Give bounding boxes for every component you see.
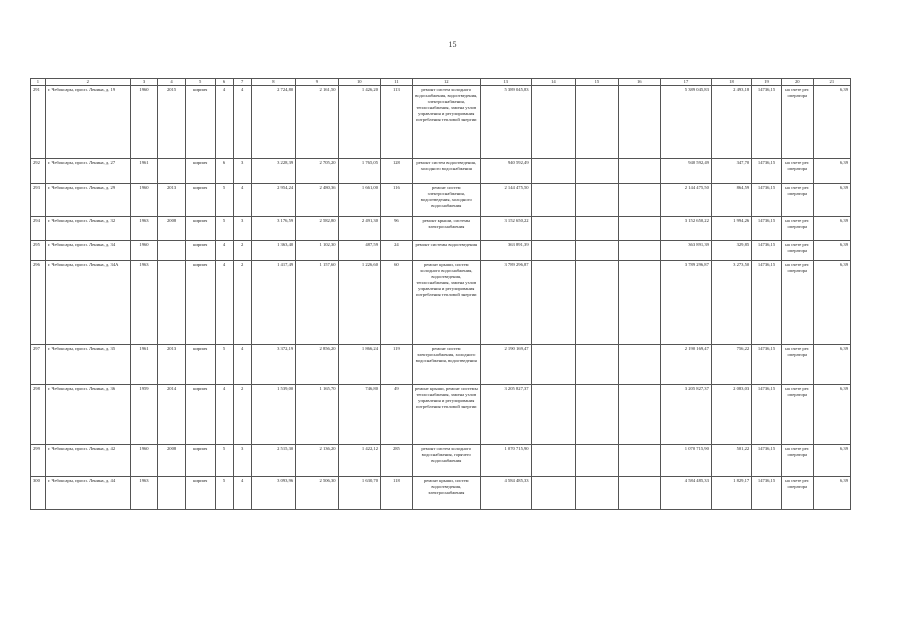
table-body [31,86,851,510]
cell-year-built: 1959 [130,385,158,445]
cell-owner-funds: 2 190 169,47 [661,345,712,385]
cell-period: 6,39 [813,184,850,217]
cell-entrances: 3 [233,445,251,477]
cell-entrances: 4 [233,86,251,159]
cell-repair-types: ремонт крыши, ремонт системы теплоснабжения, замена узлов управления и регулирования потребления тепловой энергии [412,385,480,445]
cell-year-repaired [158,241,186,261]
cell-repair-types: ремонт крыши, системы электроснабжения [412,217,480,241]
cell-max-unit-cost: 14736,15 [752,184,782,217]
cell-total-area: 2 515,30 [251,445,296,477]
cell-common-area: 1 630,70 [338,477,380,510]
cell-owner-funds: 3 205 827,37 [661,385,712,445]
cell-funding-method: на счете рег. оператора [781,345,813,385]
cell-address: г. Чебоксары, просп. Ленина, д. 32 [45,217,130,241]
cell-entrances: 2 [233,385,251,445]
cell-row-number: 294 [31,217,46,241]
cell-owner-funds: 363 891,39 [661,241,712,261]
cell-republic-funds [576,159,618,184]
cell-floors: 5 [215,445,233,477]
cell-residential-area: 2 582,80 [296,217,338,241]
cell-floors: 4 [215,261,233,345]
cell-unit-cost: 1 829,17 [711,477,751,510]
table-row [31,241,851,261]
cell-wall-material: кирпич [185,445,215,477]
cell-federal-funds [531,184,576,217]
cell-year-built: 1960 [130,241,158,261]
cell-wall-material: кирпич [185,385,215,445]
cell-wall-material: кирпич [185,261,215,345]
cell-entrances: 4 [233,345,251,385]
column-number: 10 [338,79,380,86]
cell-year-built: 1963 [130,261,158,345]
cell-wall-material: кирпич [185,241,215,261]
column-number: 17 [661,79,712,86]
cell-republic-funds [576,445,618,477]
column-number: 16 [618,79,660,86]
cell-residents: 113 [381,86,413,159]
cell-max-unit-cost: 14736,15 [752,241,782,261]
cell-year-repaired [158,261,186,345]
cell-max-unit-cost: 14736,15 [752,261,782,345]
cell-entrances: 2 [233,261,251,345]
cell-floors: 4 [215,241,233,261]
cell-common-area: 1 661,00 [338,184,380,217]
cell-owner-funds: 4 584 485,33 [661,477,712,510]
column-number: 20 [781,79,813,86]
cell-owner-funds: 1 070 715,90 [661,445,712,477]
cell-residential-area: 2 161,50 [296,86,338,159]
column-number: 11 [381,79,413,86]
cell-row-number: 299 [31,445,46,477]
column-number: 1 [31,79,46,86]
table-row [31,385,851,445]
cell-address: г. Чебоксары, просп. Ленина, д. 29 [45,184,130,217]
column-number: 6 [215,79,233,86]
cell-year-repaired: 2008 [158,445,186,477]
cell-period: 6,39 [813,217,850,241]
cell-row-number: 297 [31,345,46,385]
cell-owner-funds: 3 789 296,87 [661,261,712,345]
cell-entrances: 3 [233,217,251,241]
cell-common-area: 1 226,60 [338,261,380,345]
cell-address: г. Чебоксары, просп. Ленина, д. 34А [45,261,130,345]
cell-year-repaired: 2014 [158,385,186,445]
cell-federal-funds [531,477,576,510]
cell-residential-area: 2 136,20 [296,445,338,477]
cell-common-area: 746,80 [338,385,380,445]
cell-floors: 5 [215,477,233,510]
cell-funding-method: на счете рег. оператора [781,184,813,217]
cell-address: г. Чебоксары, просп. Ленина, д. 35 [45,345,130,385]
cell-total-area: 1 417,49 [251,261,296,345]
cell-year-built: 1963 [130,477,158,510]
cell-total-cost: 3 152 650,22 [480,217,531,241]
cell-federal-funds [531,261,576,345]
cell-residents: 96 [381,217,413,241]
cell-local-funds [618,184,660,217]
cell-local-funds [618,159,660,184]
cell-repair-types: ремонт системы водоотведения [412,241,480,261]
cell-max-unit-cost: 14736,15 [752,385,782,445]
cell-floors: 6 [215,159,233,184]
cell-year-repaired: 2015 [158,86,186,159]
cell-total-area: 3 176,59 [251,217,296,241]
cell-wall-material: кирпич [185,159,215,184]
cell-wall-material: кирпич [185,217,215,241]
cell-period: 6,39 [813,241,850,261]
cell-period: 6,39 [813,86,850,159]
cell-federal-funds [531,445,576,477]
cell-total-cost: 3 205 827,37 [480,385,531,445]
cell-row-number: 295 [31,241,46,261]
cell-year-built: 1960 [130,184,158,217]
cell-address: г. Чебоксары, просп. Ленина, д. 42 [45,445,130,477]
cell-funding-method: на счете рег. оператора [781,445,813,477]
cell-owner-funds: 2 144 475,50 [661,184,712,217]
cell-repair-types: ремонт крыши, систем холодного водоснабжения, водоотведения, теплоснабжения, замена узлов управления и регулирования потребления тепловой энергии [412,261,480,345]
cell-funding-method: на счете рег. оператора [781,86,813,159]
cell-federal-funds [531,385,576,445]
cell-year-built: 1963 [130,217,158,241]
cell-local-funds [618,445,660,477]
cell-residents: 118 [381,477,413,510]
cell-year-repaired [158,477,186,510]
cell-period: 6,39 [813,261,850,345]
cell-local-funds [618,217,660,241]
cell-republic-funds [576,86,618,159]
table-row [31,184,851,217]
cell-entrances: 4 [233,184,251,217]
cell-residents: 116 [381,184,413,217]
cell-repair-types: ремонт систем холодного водоснабжения, горячего водоснабжения [412,445,480,477]
column-number: 8 [251,79,296,86]
cell-entrances: 3 [233,159,251,184]
cell-floors: 5 [215,184,233,217]
cell-total-cost: 940 592,49 [480,159,531,184]
page-number: 15 [448,40,457,49]
cell-total-area: 1 363,40 [251,241,296,261]
cell-residents: 119 [381,345,413,385]
cell-year-built: 1961 [130,159,158,184]
cell-common-area: 1 426,20 [338,86,380,159]
cell-common-area: 1 422,12 [338,445,380,477]
table-row [31,86,851,159]
table-row [31,477,851,510]
cell-funding-method: на счете рег. оператора [781,261,813,345]
cell-residents: 49 [381,385,413,445]
cell-floors: 4 [215,86,233,159]
cell-max-unit-cost: 14736,15 [752,345,782,385]
cell-floors: 5 [215,217,233,241]
cell-funding-method: на счете рег. оператора [781,477,813,510]
cell-period: 6,39 [813,159,850,184]
cell-local-funds [618,86,660,159]
cell-owner-funds: 5 389 045,83 [661,86,712,159]
column-number: 21 [813,79,850,86]
cell-common-area: 1 765,05 [338,159,380,184]
cell-address: г. Чебоксары, просп. Ленина, д. 44 [45,477,130,510]
cell-unit-cost: 1 994,26 [711,217,751,241]
cell-residential-area: 1 165,70 [296,385,338,445]
cell-max-unit-cost: 14736,15 [752,477,782,510]
cell-local-funds [618,385,660,445]
table-row [31,217,851,241]
cell-common-area: 2 491,30 [338,217,380,241]
cell-wall-material: кирпич [185,477,215,510]
cell-residential-area: 2 480,36 [296,184,338,217]
cell-wall-material: кирпич [185,184,215,217]
capital-repair-table [30,78,851,510]
cell-republic-funds [576,241,618,261]
cell-row-number: 291 [31,86,46,159]
cell-common-area: 1 866,24 [338,345,380,385]
cell-republic-funds [576,477,618,510]
cell-entrances: 4 [233,477,251,510]
table-row [31,445,851,477]
cell-total-cost: 2 144 475,50 [480,184,531,217]
column-number: 19 [752,79,782,86]
cell-total-cost: 5 389 045,83 [480,86,531,159]
cell-republic-funds [576,217,618,241]
cell-unit-cost: 2 083,03 [711,385,751,445]
cell-residents: 285 [381,445,413,477]
cell-period: 6,39 [813,385,850,445]
cell-funding-method: на счете рег. оператора [781,241,813,261]
cell-residents: 60 [381,261,413,345]
cell-republic-funds [576,184,618,217]
cell-funding-method: на счете рег. оператора [781,159,813,184]
table-row [31,261,851,345]
cell-year-repaired: 2013 [158,345,186,385]
cell-unit-cost: 329,85 [711,241,751,261]
cell-republic-funds [576,345,618,385]
cell-year-repaired: 2013 [158,184,186,217]
cell-federal-funds [531,159,576,184]
cell-funding-method: на счете рег. оператора [781,385,813,445]
cell-address: г. Чебоксары, просп. Ленина, д. 36 [45,385,130,445]
cell-total-cost: 2 190 169,47 [480,345,531,385]
cell-residential-area: 2 856,20 [296,345,338,385]
cell-total-area: 2 724,80 [251,86,296,159]
cell-residential-area: 2 506,30 [296,477,338,510]
column-number: 13 [480,79,531,86]
column-number: 9 [296,79,338,86]
cell-repair-types: ремонт крыши, систем водоотведения, электроснабжения [412,477,480,510]
cell-row-number: 293 [31,184,46,217]
cell-total-area: 3 093,96 [251,477,296,510]
cell-year-repaired: 2008 [158,217,186,241]
column-number: 5 [185,79,215,86]
cell-republic-funds [576,385,618,445]
cell-floors: 5 [215,345,233,385]
cell-total-cost: 4 584 485,33 [480,477,531,510]
cell-federal-funds [531,345,576,385]
cell-unit-cost: 3 273,50 [711,261,751,345]
table-row [31,345,851,385]
cell-common-area: 487,59 [338,241,380,261]
cell-max-unit-cost: 14736,15 [752,86,782,159]
cell-residential-area: 1 102,30 [296,241,338,261]
cell-total-cost: 1 070 715,90 [480,445,531,477]
cell-unit-cost: 501,22 [711,445,751,477]
cell-year-built: 1960 [130,445,158,477]
cell-max-unit-cost: 14736,15 [752,159,782,184]
cell-address: г. Чебоксары, просп. Ленина, д. 19 [45,86,130,159]
column-number-row [31,79,851,86]
cell-wall-material: кирпич [185,345,215,385]
cell-period: 6,39 [813,445,850,477]
cell-residents: 128 [381,159,413,184]
cell-unit-cost: 347,70 [711,159,751,184]
cell-unit-cost: 864,59 [711,184,751,217]
cell-year-repaired [158,159,186,184]
column-number: 2 [45,79,130,86]
cell-owner-funds: 940 592,49 [661,159,712,184]
cell-repair-types: ремонт систем электроснабжения, холодного водоснабжения, водоотведения [412,345,480,385]
cell-unit-cost: 2 493,18 [711,86,751,159]
cell-period: 6,39 [813,345,850,385]
cell-row-number: 296 [31,261,46,345]
cell-repair-types: ремонт систем холодного водоснабжения, водоотведения, электроснабжения, теплоснабжения, замена узлов управления и регулирования потребления тепловой энергии [412,86,480,159]
cell-year-built: 1961 [130,345,158,385]
cell-total-area: 3 228,39 [251,159,296,184]
cell-repair-types: ремонт систем водоотведения, холодного водоснабжения [412,159,480,184]
cell-year-built: 1960 [130,86,158,159]
cell-total-area: 2 954,24 [251,184,296,217]
column-number: 14 [531,79,576,86]
column-number: 4 [158,79,186,86]
cell-total-area: 3 372,19 [251,345,296,385]
cell-funding-method: на счете рег. оператора [781,217,813,241]
cell-local-funds [618,261,660,345]
cell-local-funds [618,345,660,385]
cell-entrances: 2 [233,241,251,261]
cell-row-number: 300 [31,477,46,510]
cell-federal-funds [531,241,576,261]
cell-unit-cost: 756,22 [711,345,751,385]
cell-repair-types: ремонт систем электроснабжения, водоотведения, холодного водоснабжения [412,184,480,217]
cell-max-unit-cost: 14736,15 [752,445,782,477]
cell-residential-area: 1 157,60 [296,261,338,345]
cell-local-funds [618,241,660,261]
cell-max-unit-cost: 14736,15 [752,217,782,241]
cell-federal-funds [531,217,576,241]
cell-floors: 4 [215,385,233,445]
cell-total-cost: 3 789 296,87 [480,261,531,345]
cell-address: г. Чебоксары, просп. Ленина, д. 27 [45,159,130,184]
column-number: 18 [711,79,751,86]
cell-residential-area: 2 705,20 [296,159,338,184]
cell-row-number: 292 [31,159,46,184]
cell-row-number: 298 [31,385,46,445]
cell-wall-material: кирпич [185,86,215,159]
cell-total-area: 1 539,00 [251,385,296,445]
column-number: 12 [412,79,480,86]
column-number: 3 [130,79,158,86]
cell-federal-funds [531,86,576,159]
cell-owner-funds: 3 152 650,22 [661,217,712,241]
cell-period: 6,39 [813,477,850,510]
column-number: 15 [576,79,618,86]
cell-local-funds [618,477,660,510]
cell-republic-funds [576,261,618,345]
cell-residents: 24 [381,241,413,261]
cell-total-cost: 363 891,39 [480,241,531,261]
cell-address: г. Чебоксары, просп. Ленина, д. 34 [45,241,130,261]
table-row [31,159,851,184]
column-number: 7 [233,79,251,86]
